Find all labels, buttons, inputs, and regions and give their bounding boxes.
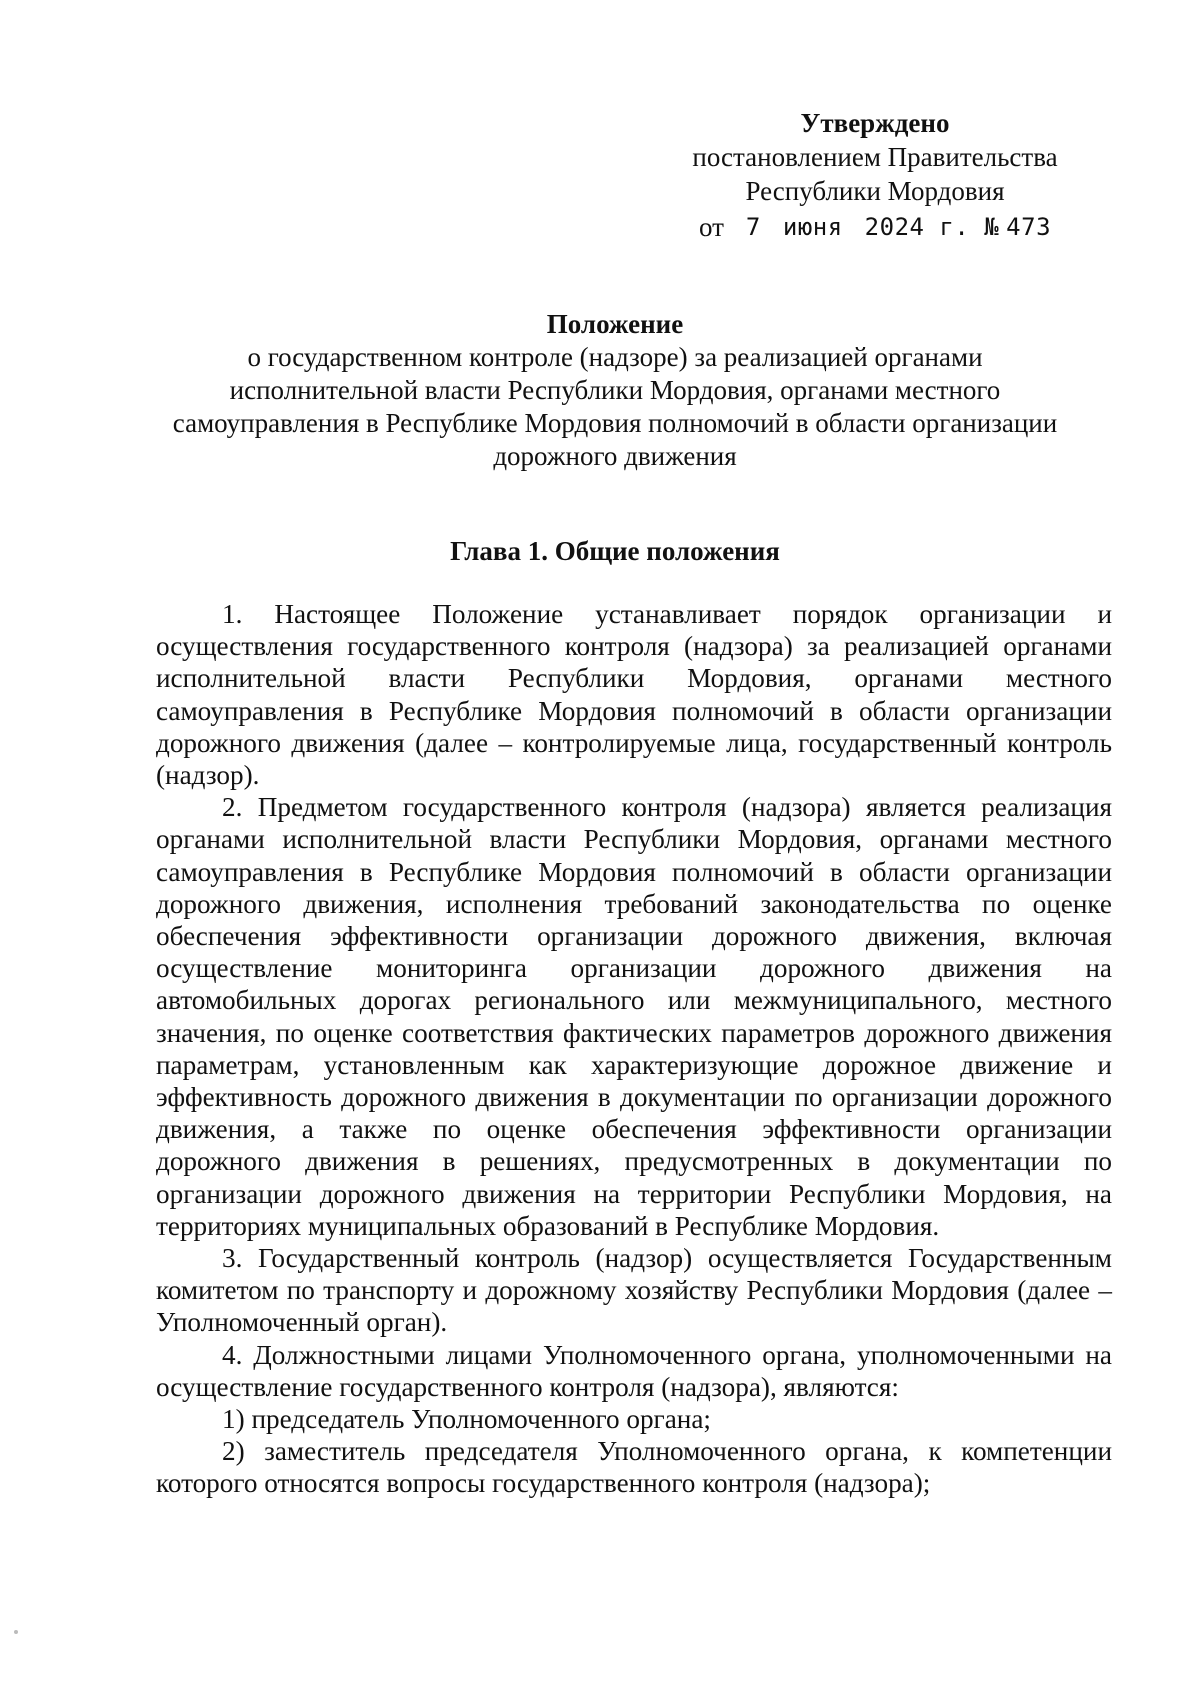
paragraph-1: 1. Настоящее Положение устанавливает порядок организации и осуществления государственного контроля (надзора) за реализацией органами исполнительной власти Республики Мордовия, органами местного самоуправления в Республике Мордовия полномочий в области организации дорожного движения (далее – контролируемые лица, государственный контроль (надзор). (156, 599, 1112, 791)
document-title-main: Положение (546, 309, 684, 339)
approval-date-line (640, 210, 1110, 244)
paragraph-4-item-2: 2) заместитель председателя Уполномоченного органа, к компетенции которого относятся вопросы государственного контроля (надзора); (156, 1436, 1112, 1499)
approval-day: 7 (745, 213, 761, 241)
document-title (150, 308, 1080, 473)
approval-line-2: Республики Мордовия (745, 176, 1005, 206)
approval-month: июня (782, 213, 843, 241)
scan-speck (14, 1630, 18, 1634)
document-title-subtitle: о государственном контроле (надзоре) за реализацией органами исполнительной власти Республики Мордовия, органами местного самоуправления в Республике Мордовия полномочий в области организации дорожного движения (172, 342, 1058, 471)
paragraph-2: 2. Предметом государственного контроля (надзора) является реализация органами исполнительной власти Республики Мордовия, органами местного самоуправления в Республике Мордовия полномочий в области организации дорожного движения, исполнения требований законодательства по оценке обеспечения эффективности организации дорожного движения, включая осуществление мониторинга организации дорожного движения на автомобильных дорогах регионального или межмуниципального, местного значения, по оценке соответствия фактических параметров дорожного движения параметрам, установленным как характеризующие дорожное движение и эффективность дорожного движения в документации по организации дорожного движения, а также по оценке обеспечения эффективности организации дорожного движения в решениях, предусмотренных в документации по организации дорожного движения на территории Республики Мордовия, на территориях муниципальных образований в Республике Мордовия. (156, 792, 1112, 1241)
approval-number: 473 (1006, 213, 1052, 241)
chapter-heading: Глава 1. Общие положения (450, 536, 780, 566)
document-body (156, 598, 1112, 1500)
approval-line-1: постановлением Правительства (692, 142, 1058, 172)
approval-date-prefix: от (698, 212, 724, 242)
approval-stamp (640, 106, 1110, 244)
paragraph-4: 4. Должностными лицами Уполномоченного органа, уполномоченными на осуществление государственного контроля (надзора), являются: (156, 1339, 1112, 1402)
paragraph-3: 3. Государственный контроль (надзор) осуществляется Государственным комитетом по транспорту и дорожному хозяйству Республики Мордовия (далее – Уполномоченный орган). (156, 1243, 1112, 1338)
paragraph-4-item-1: 1) председатель Уполномоченного органа; (222, 1404, 711, 1435)
approval-year-no: 2024 г. № (864, 213, 1000, 241)
approval-heading: Утверждено (800, 108, 950, 138)
